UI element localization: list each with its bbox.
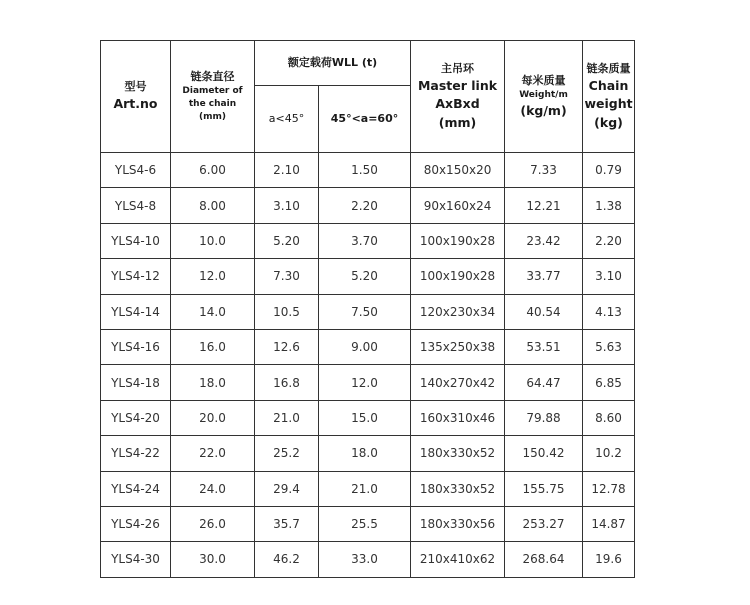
cell-master-link: 210x410x62 xyxy=(411,542,505,577)
cell-weight-per-m: 33.77 xyxy=(505,259,583,294)
cell-wll-angle2: 21.0 xyxy=(319,471,411,506)
cell-art-no: YLS4-24 xyxy=(101,471,171,506)
cell-master-link: 160x310x46 xyxy=(411,400,505,435)
cell-master-link: 180x330x56 xyxy=(411,506,505,541)
cell-wll-angle1: 2.10 xyxy=(255,153,319,188)
header-chain-weight-en2: weight xyxy=(584,96,633,112)
header-wll-sub2: 45°<a=60° xyxy=(330,112,399,126)
cell-wll-angle1: 5.20 xyxy=(255,223,319,258)
header-chain-weight xyxy=(583,41,635,153)
spec-table xyxy=(100,40,635,578)
table-row xyxy=(101,294,635,329)
cell-diameter: 24.0 xyxy=(171,471,255,506)
header-master-unit: (mm) xyxy=(438,114,477,130)
table-row xyxy=(101,471,635,506)
header-art-no xyxy=(101,41,171,153)
cell-art-no: YLS4-18 xyxy=(101,365,171,400)
cell-chain-weight: 14.87 xyxy=(583,506,635,541)
table-row xyxy=(101,259,635,294)
table-row xyxy=(101,542,635,577)
cell-wll-angle2: 12.0 xyxy=(319,365,411,400)
cell-diameter: 26.0 xyxy=(171,506,255,541)
header-master-en: Master link xyxy=(417,78,498,94)
header-chain-weight-cn: 链条质量 xyxy=(586,62,631,76)
cell-art-no: YLS4-20 xyxy=(101,400,171,435)
cell-master-link: 100x190x28 xyxy=(411,259,505,294)
table-row xyxy=(101,188,635,223)
cell-wll-angle2: 3.70 xyxy=(319,223,411,258)
cell-weight-per-m: 12.21 xyxy=(505,188,583,223)
cell-wll-angle1: 3.10 xyxy=(255,188,319,223)
cell-wll-angle2: 9.00 xyxy=(319,329,411,364)
header-chain-weight-unit: (kg) xyxy=(594,114,623,130)
cell-art-no: YLS4-16 xyxy=(101,329,171,364)
cell-art-no: YLS4-26 xyxy=(101,506,171,541)
cell-diameter: 16.0 xyxy=(171,329,255,364)
cell-master-link: 180x330x52 xyxy=(411,471,505,506)
cell-wll-angle2: 1.50 xyxy=(319,153,411,188)
cell-master-link: 120x230x34 xyxy=(411,294,505,329)
cell-master-link: 90x160x24 xyxy=(411,188,505,223)
cell-weight-per-m: 150.42 xyxy=(505,436,583,471)
cell-wll-angle1: 7.30 xyxy=(255,259,319,294)
cell-wll-angle2: 5.20 xyxy=(319,259,411,294)
cell-weight-per-m: 23.42 xyxy=(505,223,583,258)
header-weight-m-en: Weight/m xyxy=(519,89,568,100)
cell-weight-per-m: 155.75 xyxy=(505,471,583,506)
table-row xyxy=(101,506,635,541)
cell-wll-angle1: 10.5 xyxy=(255,294,319,329)
header-weight-m-cn: 每米质量 xyxy=(521,73,566,87)
cell-chain-weight: 8.60 xyxy=(583,400,635,435)
cell-wll-angle1: 16.8 xyxy=(255,365,319,400)
cell-wll-angle2: 25.5 xyxy=(319,506,411,541)
cell-chain-weight: 4.13 xyxy=(583,294,635,329)
cell-chain-weight: 3.10 xyxy=(583,259,635,294)
cell-weight-per-m: 64.47 xyxy=(505,365,583,400)
cell-wll-angle2: 15.0 xyxy=(319,400,411,435)
cell-wll-angle1: 21.0 xyxy=(255,400,319,435)
cell-wll-angle2: 7.50 xyxy=(319,294,411,329)
cell-master-link: 100x190x28 xyxy=(411,223,505,258)
header-diameter-unit: (mm) xyxy=(199,111,226,122)
cell-chain-weight: 10.2 xyxy=(583,436,635,471)
cell-diameter: 22.0 xyxy=(171,436,255,471)
header-wll-cn: 额定载荷WLL (t) xyxy=(287,56,378,70)
cell-chain-weight: 0.79 xyxy=(583,153,635,188)
header-wll-sub1: a<45° xyxy=(268,112,305,126)
header-weight-m-unit: (kg/m) xyxy=(520,102,567,118)
header-wll-sub-angle2 xyxy=(319,86,411,153)
cell-wll-angle2: 18.0 xyxy=(319,436,411,471)
header-diameter xyxy=(171,41,255,153)
cell-wll-angle1: 12.6 xyxy=(255,329,319,364)
header-diameter-en2: the chain xyxy=(188,98,237,109)
cell-weight-per-m: 7.33 xyxy=(505,153,583,188)
cell-art-no: YLS4-10 xyxy=(101,223,171,258)
header-diameter-en1: Diameter of xyxy=(182,85,243,96)
cell-diameter: 18.0 xyxy=(171,365,255,400)
table-row xyxy=(101,400,635,435)
header-row xyxy=(101,41,635,86)
cell-master-link: 80x150x20 xyxy=(411,153,505,188)
cell-chain-weight: 6.85 xyxy=(583,365,635,400)
cell-wll-angle1: 46.2 xyxy=(255,542,319,577)
header-master-link xyxy=(411,41,505,153)
cell-master-link: 135x250x38 xyxy=(411,329,505,364)
cell-chain-weight: 19.6 xyxy=(583,542,635,577)
cell-wll-angle1: 29.4 xyxy=(255,471,319,506)
cell-art-no: YLS4-14 xyxy=(101,294,171,329)
header-master-dims: AxBxd xyxy=(435,96,480,112)
cell-diameter: 10.0 xyxy=(171,223,255,258)
cell-master-link: 140x270x42 xyxy=(411,365,505,400)
cell-art-no: YLS4-30 xyxy=(101,542,171,577)
cell-weight-per-m: 268.64 xyxy=(505,542,583,577)
header-art-en: Art.no xyxy=(113,96,158,112)
cell-chain-weight: 2.20 xyxy=(583,223,635,258)
header-weight-per-m xyxy=(505,41,583,153)
cell-art-no: YLS4-8 xyxy=(101,188,171,223)
header-master-cn: 主吊环 xyxy=(441,62,475,76)
cell-art-no: YLS4-6 xyxy=(101,153,171,188)
header-wll-sub-angle1 xyxy=(255,86,319,153)
cell-diameter: 14.0 xyxy=(171,294,255,329)
table-row xyxy=(101,329,635,364)
table-row xyxy=(101,153,635,188)
cell-weight-per-m: 53.51 xyxy=(505,329,583,364)
table-body xyxy=(101,153,635,578)
header-diameter-cn: 链条直径 xyxy=(190,69,235,83)
table-row xyxy=(101,436,635,471)
cell-weight-per-m: 79.88 xyxy=(505,400,583,435)
cell-master-link: 180x330x52 xyxy=(411,436,505,471)
cell-art-no: YLS4-12 xyxy=(101,259,171,294)
cell-wll-angle2: 33.0 xyxy=(319,542,411,577)
cell-wll-angle1: 35.7 xyxy=(255,506,319,541)
cell-chain-weight: 1.38 xyxy=(583,188,635,223)
cell-diameter: 8.00 xyxy=(171,188,255,223)
header-chain-weight-en1: Chain xyxy=(588,78,629,94)
table-row xyxy=(101,365,635,400)
cell-weight-per-m: 253.27 xyxy=(505,506,583,541)
cell-chain-weight: 5.63 xyxy=(583,329,635,364)
cell-weight-per-m: 40.54 xyxy=(505,294,583,329)
table-row xyxy=(101,223,635,258)
header-art-cn: 型号 xyxy=(124,80,147,94)
cell-art-no: YLS4-22 xyxy=(101,436,171,471)
cell-chain-weight: 12.78 xyxy=(583,471,635,506)
header-wll xyxy=(255,41,411,86)
cell-wll-angle2: 2.20 xyxy=(319,188,411,223)
cell-diameter: 30.0 xyxy=(171,542,255,577)
cell-diameter: 6.00 xyxy=(171,153,255,188)
cell-wll-angle1: 25.2 xyxy=(255,436,319,471)
cell-diameter: 12.0 xyxy=(171,259,255,294)
cell-diameter: 20.0 xyxy=(171,400,255,435)
